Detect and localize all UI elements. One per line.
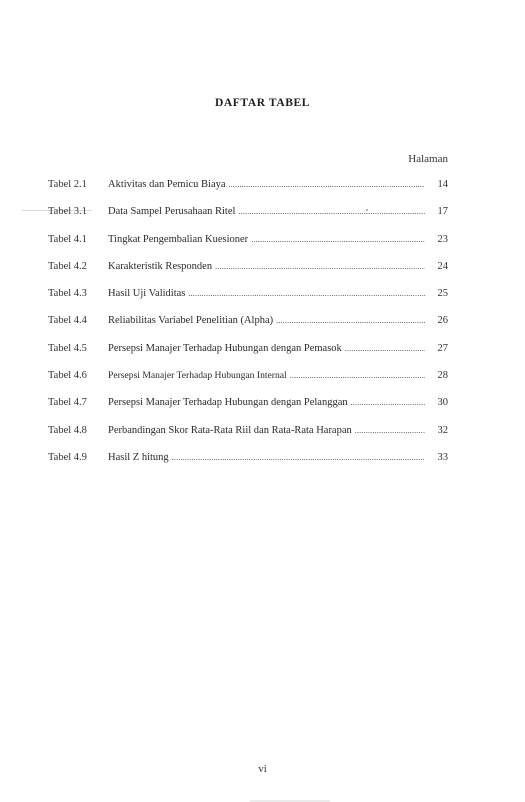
dot-leader (351, 398, 425, 407)
dot-leader (276, 316, 425, 325)
page-column-header: Halaman (408, 153, 448, 165)
dot-leader (345, 344, 425, 353)
table-page-number: 24 (437, 260, 448, 272)
table-list-item[interactable] (48, 261, 448, 288)
table-title: Persepsi Manajer Terhadap Hubungan Internal (108, 370, 287, 382)
table-label: Tabel 2.1 (48, 179, 87, 190)
table-title: Data Sampel Perusahaan Ritel (108, 206, 236, 218)
page-number: vi (258, 763, 267, 775)
table-label: Tabel 4.5 (48, 342, 87, 354)
table-list-item[interactable] (48, 234, 448, 261)
table-title: Perbandingan Skor Rata-Rata Riil dan Rata-Rata Harapan (108, 424, 352, 436)
dot-leader (215, 262, 425, 271)
table-page-number: 26 (437, 315, 448, 327)
table-page-number: 32 (437, 424, 448, 436)
table-label: Tabel 4.3 (48, 288, 87, 300)
table-label: Tabel 3.1 (48, 206, 87, 218)
table-list (48, 179, 448, 479)
table-title: Reliabilitas Variabel Penelitian (Alpha) (108, 315, 274, 327)
table-title: Karakteristik Responden (108, 260, 213, 272)
table-list-item[interactable] (48, 425, 448, 452)
table-title: Aktivitas dan Pemicu Biaya (108, 179, 226, 190)
table-title: Persepsi Manajer Terhadap Hubungan dengan Pemasok (108, 342, 342, 354)
table-list-item[interactable] (48, 288, 448, 315)
table-label: Tabel 4.9 (48, 451, 87, 463)
table-page-number: 28 (437, 370, 448, 382)
dot-leader (290, 371, 425, 380)
dot-leader (238, 207, 425, 216)
dot-leader (251, 235, 425, 244)
table-title: Persepsi Manajer Terhadap Hubungan dengan Pelanggan (108, 397, 348, 409)
table-label: Tabel 4.6 (48, 370, 87, 382)
table-title: Hasil Z hitung (108, 451, 169, 463)
table-page-number: 23 (437, 233, 448, 245)
dot-leader (188, 289, 425, 298)
page-title: DAFTAR TABEL (214, 97, 311, 109)
table-list-item[interactable] (48, 343, 448, 370)
table-list-item[interactable] (48, 179, 448, 206)
dot-leader (355, 426, 425, 435)
table-label: Tabel 4.7 (48, 397, 87, 409)
table-page-number: 27 (437, 342, 448, 354)
table-page-number: 33 (437, 451, 448, 463)
table-page-number: 14 (437, 179, 448, 190)
table-label: Tabel 4.8 (48, 424, 87, 436)
dot-leader (172, 453, 425, 462)
table-page-number: 30 (437, 397, 448, 409)
table-label: Tabel 4.4 (48, 315, 87, 327)
table-label: Tabel 4.1 (48, 233, 87, 245)
table-list-item[interactable] (48, 206, 448, 233)
table-list-item[interactable] (48, 397, 448, 424)
table-page-number: 17 (437, 206, 448, 218)
table-title: Tingkat Pengembalian Kuesioner (108, 233, 249, 245)
table-list-item[interactable] (48, 315, 448, 342)
table-title: Hasil Uji Validitas (108, 288, 186, 300)
table-list-item[interactable] (48, 370, 448, 397)
table-label: Tabel 4.2 (48, 260, 87, 272)
table-list-item[interactable] (48, 452, 448, 479)
dot-leader (229, 180, 425, 189)
table-page-number: 25 (437, 288, 448, 300)
